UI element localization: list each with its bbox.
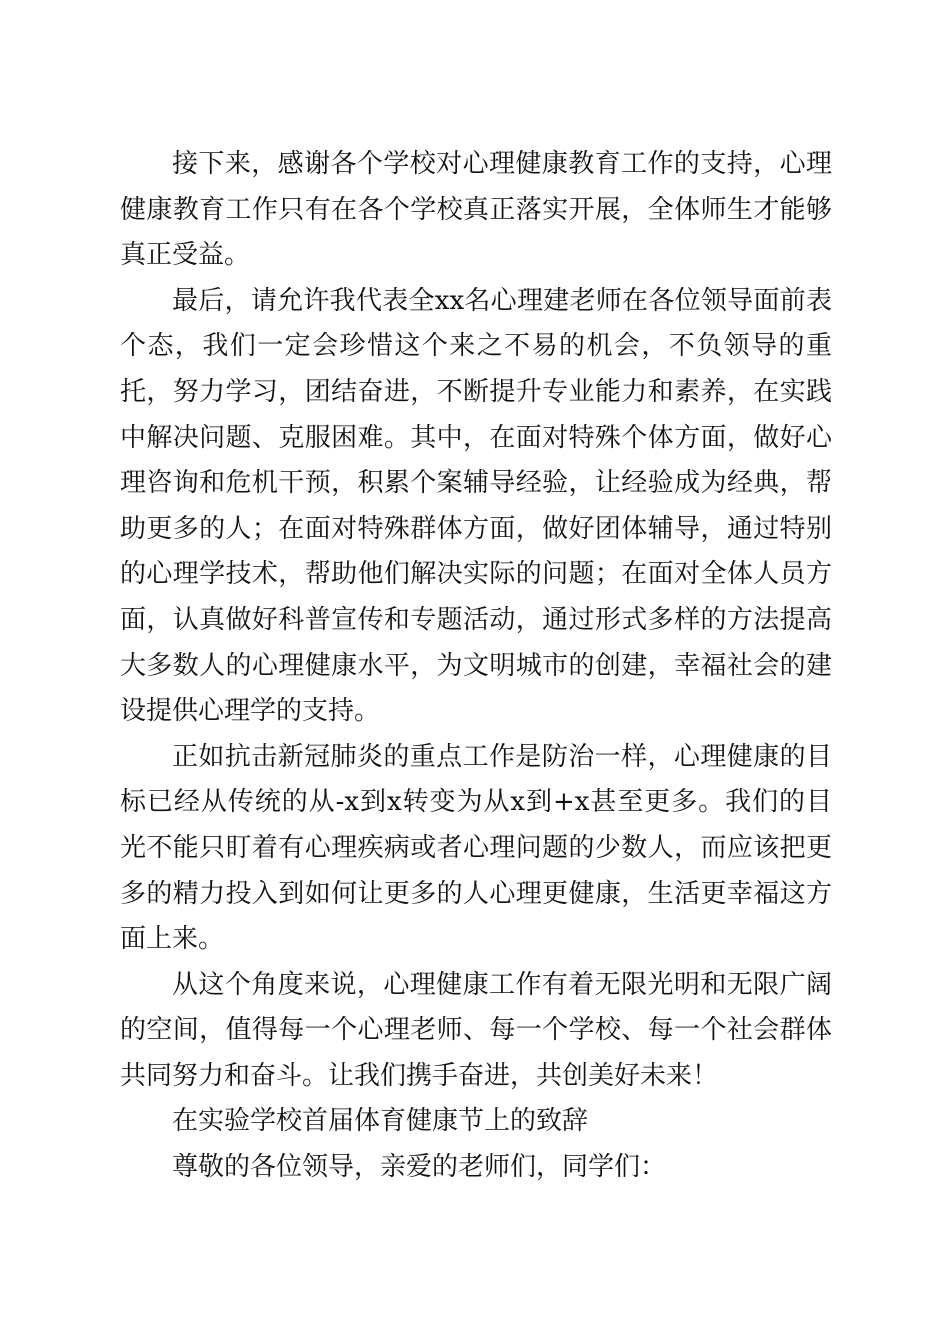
speech-salutation: 尊敬的各位领导，亲爱的老师们，同学们： [172,1152,667,1183]
paragraph-commitment: 最后，请允许我代表全xx名心理建老师在各位领导面前表个态，我们一定会珍惜这个来之不易的机会，不负领导的重托，努力学习，团结奋进，不断提升专业能力和素养，在实践中解决问题、克服困难。其中，在面对特殊个体方面，做好心理咨询和危机干预，积累个案辅导经验，让经验成为经典，帮助更多的人；在面对特殊群体方面，做好团体辅导，通过特别的心理学技术，帮助他们解决实际的问题；在面对全体人员方面，认真做好科普宣传和专题活动，通过形式多样的方法提高大多数人的心理健康水平，为文明城市的创建，幸福社会的建设提供心理学的支持。 [120,285,832,727]
paragraph-thanks-schools: 接下来，感谢各个学校对心理健康教育工作的支持，心理健康教育工作只有在各个学校真正落实开展，全体师生才能够真正受益。 [120,149,832,271]
paragraph-closing: 从这个角度来说，心理健康工作有着无限光明和无限广阔的空间，值得每一个心理老师、每一个学校、每一个社会群体共同努力和奋斗。让我们携手奋进，共创美好未来！ [120,969,832,1091]
speech-title: 在实验学校首届体育健康节上的致辞 [172,1106,589,1137]
paragraph-health-goals: 正如抗击新冠肺炎的重点工作是防治一样，心理健康的目标已经从传统的从-x到x转变为从x到+x甚至更多。我们的目光不能只盯着有心理疾病或者心理问题的少数人，而应该把更多的精力投入到如何让更多的人心理更健康，生活更幸福这方面上来。 [120,741,832,955]
document-body [120,142,832,1191]
